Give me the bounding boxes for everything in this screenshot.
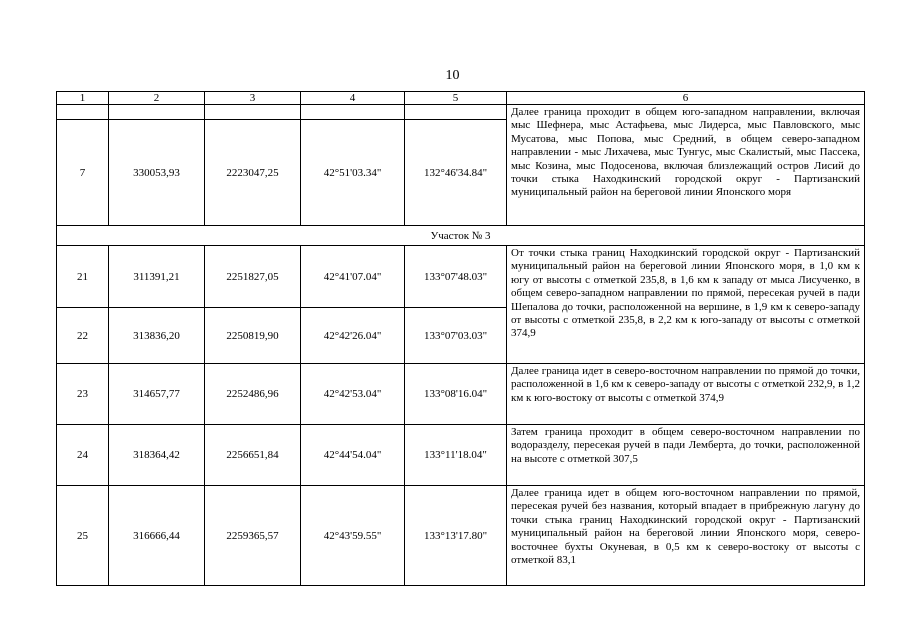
table-row xyxy=(57,246,865,308)
coord-y: 2256651,84 xyxy=(205,425,301,486)
description-cell xyxy=(507,105,865,226)
longitude: 133°11'18.04" xyxy=(405,425,507,486)
latitude: 42°41'07.04" xyxy=(301,246,405,308)
col-header-4: 4 xyxy=(301,92,405,105)
longitude: 133°07'03.03" xyxy=(405,308,507,364)
latitude: 42°44'54.04" xyxy=(301,425,405,486)
description-cell xyxy=(507,364,865,425)
latitude: 42°43'59.55" xyxy=(301,486,405,586)
longitude: 133°08'16.04" xyxy=(405,364,507,425)
coord-y: 2223047,25 xyxy=(205,120,301,226)
table-row xyxy=(57,425,865,486)
col-header-3: 3 xyxy=(205,92,301,105)
point-number: 23 xyxy=(57,364,109,425)
coord-x: 316666,44 xyxy=(109,486,205,586)
point-number: 22 xyxy=(57,308,109,364)
coord-y: 2252486,96 xyxy=(205,364,301,425)
description-text: Затем граница проходит в общем северо-восточном направлении по водоразделу, пересекая ручей в пади Лемберта, до точки, расположенной на высоте с отметкой 307,5 xyxy=(511,426,860,465)
table-row xyxy=(57,486,865,586)
coord-x: 318364,42 xyxy=(109,425,205,486)
col-header-5: 5 xyxy=(405,92,507,105)
section-row xyxy=(57,226,865,246)
point-number: 25 xyxy=(57,486,109,586)
coord-x: 311391,21 xyxy=(109,246,205,308)
description-cell xyxy=(507,246,865,364)
point-number: 21 xyxy=(57,246,109,308)
longitude: 133°07'48.03" xyxy=(405,246,507,308)
latitude: 42°42'26.04" xyxy=(301,308,405,364)
col-header-1: 1 xyxy=(57,92,109,105)
header-row xyxy=(57,92,865,105)
page-number: 10 xyxy=(445,68,460,83)
coord-y: 2250819,90 xyxy=(205,308,301,364)
description-text: Далее граница идет в общем юго-восточном направлении по прямой, пересекая ручей без названия, который впадает в прибрежную лагуну до точки стыка границ Находкинский городской округ - Партизанский муниципальный район на береговой линии Японского моря, северо-восточнее бухты Окуневая, в 0,5 км к северо-востоку от высоты с отметкой 83,1 xyxy=(511,487,860,567)
latitude: 42°42'53.04" xyxy=(301,364,405,425)
description-cell xyxy=(507,425,865,486)
coord-x: 313836,20 xyxy=(109,308,205,364)
table-row xyxy=(57,364,865,425)
description-cell xyxy=(507,486,865,586)
description-text: От точки стыка границ Находкинский городской округ - Партизанский муниципальный район на береговой линии Японского моря, в 1,0 км к югу от высоты с отметкой 235,8, в 1,6 км к западу от мыса Лисученко, в общем северо-западном направлении по прямой, пересекая ручей в пади Шепалова до точки, расположенной на вершине, в 1,9 км к северо-западу от высоты с отметкой 235,8, в 2,2 км к юго-западу от высоты с отметкой 374,9 xyxy=(511,247,860,340)
point-number: 24 xyxy=(57,425,109,486)
coord-y: 2259365,57 xyxy=(205,486,301,586)
point-number: 7 xyxy=(57,120,109,226)
coord-y: 2251827,05 xyxy=(205,246,301,308)
latitude: 42°51'03.34" xyxy=(301,120,405,226)
coord-x: 330053,93 xyxy=(109,120,205,226)
col-header-2: 2 xyxy=(109,92,205,105)
coord-x: 314657,77 xyxy=(109,364,205,425)
longitude: 133°13'17.80" xyxy=(405,486,507,586)
col-header-6: 6 xyxy=(507,92,865,105)
longitude: 132°46'34.84" xyxy=(405,120,507,226)
section-label: Участок № 3 xyxy=(57,226,865,246)
table-row xyxy=(57,105,865,120)
description-text: Далее граница проходит в общем юго-западном направлении, включая мыс Шефнера, мыс Астафьева, мыс Лидерса, мыс Павловского, мыс Мусатова, мыс Попова, мыс Средний, в общем северо-западном направлении - мыс Лихачева, мыс Тунгус, мыс Скалистый, мыс Пассека, мыс Козина, мыс Подосенова, включая близлежащий остров Лисий до точки стыка Находкинский городской округ - Партизанский муниципальный район на береговой линии Японского моря xyxy=(511,106,860,199)
description-text: Далее граница идет в северо-восточном направлении по прямой до точки, расположенной в 1,6 км к северо-западу от высоты с отметкой 232,9, в 1,2 км к юго-востоку от высоты с отметкой 374,9 xyxy=(511,365,860,404)
boundary-table xyxy=(56,91,865,586)
